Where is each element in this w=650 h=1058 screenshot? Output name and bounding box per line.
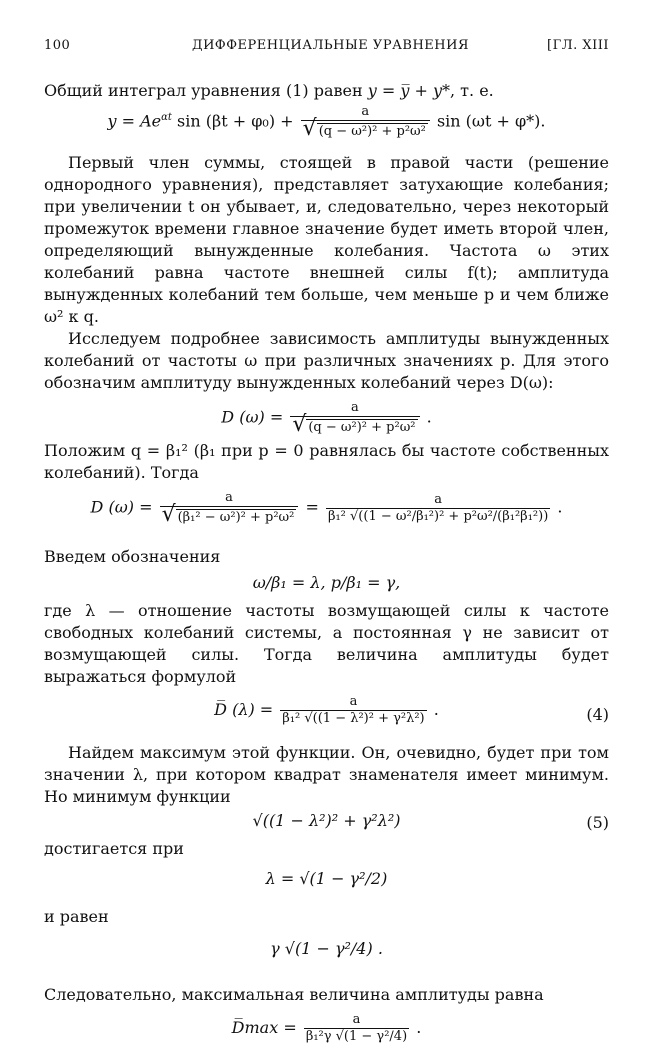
running-title: ДИФФЕРЕНЦИАЛЬНЫЕ УРАВНЕНИЯ	[192, 38, 469, 53]
paragraph-and-equals: и равен	[44, 907, 109, 926]
chapter-label: [ГЛ. XIII	[547, 38, 609, 53]
equation-number-5: (5)	[586, 813, 609, 832]
equation-notation: ω/β₁ = λ, p/β₁ = γ,	[252, 573, 401, 592]
paragraph-max-amplitude: Следовательно, максимальная величина амплитуды равна	[44, 985, 544, 1004]
equation-lambda-optimum: λ = √(1 − γ²/2)	[265, 869, 388, 888]
paragraph-lambda-definition: где λ — отношение частоты возмущающей силы к частоте свободных колебаний системы, а постоянная γ не зависит от возмущающей силы. Тогда величина амплитуды будет выражаться формулой	[44, 601, 609, 686]
equation-5: √((1 − λ²)² + γ²λ²) (5)	[252, 811, 609, 832]
equation-d-max: D̅max = $\frac{a}{\text{β₁²γ √(1 − γ²/4)}}$ .	[231, 1012, 422, 1044]
paragraph-find-maximum: Найдем максимум этой функции. Он, очевидно, будет при том значении λ, при котором квадрат знаменателя имеет минимум. Но минимум функции	[44, 743, 609, 806]
paragraph-notation: Введем обозначения	[44, 547, 221, 566]
equation-general-solution: $y = Ae^{\alpha t}$ sin (βt + φ₀) + $\frac{a}{\text{√ (q − ω²)² + p²ω²}}$ sin (ωt + φ*).	[107, 104, 546, 141]
paragraph-general-integral: Общий интеграл уравнения (1) равен y = y̅ + y*, т. е.	[44, 81, 494, 100]
paragraph-amplitude-dependence: Исследуем подробнее зависимость амплитуды вынужденных колебаний от частоты ω при различных значениях p. Для этого обозначим амплитуду вынужденных колебаний через D(ω):	[44, 329, 609, 392]
equation-min-value: γ √(1 − γ²/4) .	[270, 939, 383, 958]
equation-inline-y: y = y̅ + y*	[367, 81, 450, 100]
paragraph-set-q: Положим q = β₁² (β₁ при p = 0 равнялась бы частоте собственных колебаний). Тогда	[44, 441, 609, 482]
page	[44, 36, 609, 1058]
equation-4: D̅ (λ) = $\frac{a}{\text{β₁² √((1 − λ²)² + γ²λ²)}}$ . (4)	[214, 694, 609, 726]
running-header	[44, 36, 609, 58]
equation-number-4: (4)	[586, 705, 609, 724]
paragraph-damped-oscillations: Первый член суммы, стоящей в правой части (решение однородного уравнения), представляет затухающие колебания; при увеличении t он убывает, и, следовательно, через некоторый промежуток времени главное значение будет иметь второй член, определяющий вынужденные колебания. Частота ω этих колебаний равна частоте внешней силы f(t); амплитуда вынужденных колебаний тем больше, чем меньше p и чем ближе ω² к q.	[44, 153, 609, 326]
equation-amplitude-d: D (ω) = $\frac{a}{\text{√ (q − ω²)² + p²ω²}}$ .	[221, 400, 432, 437]
equation-amplitude-beta: D (ω) = $\frac{a}{\text{√ (β₁² − ω²)² + p²ω²}}$ = $\frac{a}{\text{β₁² √((1 − ω²/β₁²)² + p²ω²/(β₁²β₁²))}}$ .	[90, 490, 563, 527]
page-number: 100	[44, 38, 71, 53]
paragraph-achieved-at: достигается при	[44, 839, 184, 858]
